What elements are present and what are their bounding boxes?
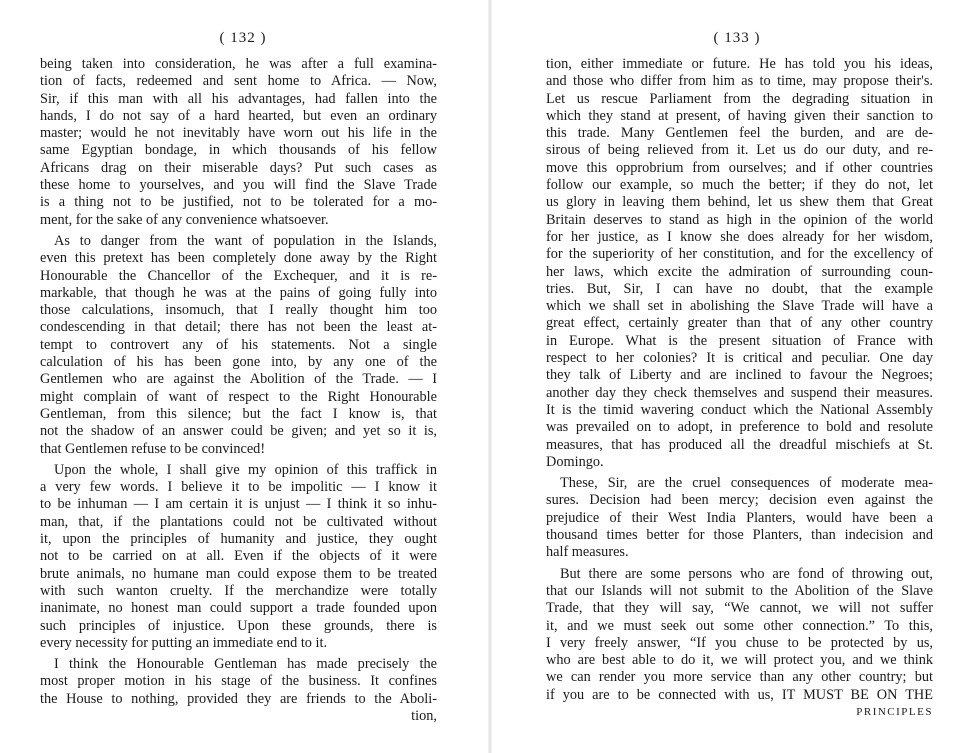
text-line: half measures.	[546, 544, 629, 561]
text-line: respect to her colonies? It is critical and peculiar. One day	[546, 350, 933, 367]
text-line: Trade, that they will say, “We cannot, we will not suffer	[546, 600, 933, 617]
text-line: for the superiority of her constitution, and for the excellency of	[546, 246, 933, 263]
text-line: ment, for the sake of any convenience whatsoever.	[40, 211, 329, 228]
text-line: not the shadow of an answer could be given; and yet so it is,	[40, 423, 437, 440]
text-line: tion of facts, redeemed and sent home to Africa. — Now,	[40, 73, 437, 90]
text-line: they talk of Liberty and are inclined to favour the Negroes;	[546, 367, 933, 384]
page-text	[40, 56, 437, 725]
text-line: it, and we must seek out some other connection.” To this,	[546, 617, 933, 634]
text-line: I very freely answer, “If you chuse to be protected by us,	[546, 634, 933, 651]
text-line: Upon the whole, I shall give my opinion of this traffick in	[54, 461, 437, 478]
text-line: great effect, certainly greater than that of any other country	[546, 315, 933, 332]
text-line: and those who differ from him as to time, may propose their's.	[546, 73, 933, 90]
text-line: in Europe. What is the present situation of France with	[546, 332, 933, 349]
text-line: this trade. Many Gentlemen feel the burden, and are de-	[546, 125, 933, 142]
text-line: tion, either immediate or future. He has told you his ideas,	[546, 56, 933, 72]
text-line: to be inhuman — I am certain it is unjust — I think it so inhu-	[40, 496, 437, 513]
text-line: even this pretext has been completely done away by the Right	[40, 250, 437, 267]
catchword: tion,	[411, 707, 437, 724]
text-line: those calculations, insomuch, that I really thought him too	[40, 302, 437, 319]
text-line: But there are some persons who are fond of throwing out,	[560, 565, 933, 582]
text-line: us glory in leaving them behind, let us shew them that Great	[546, 194, 933, 211]
text-line: Let us rescue Parliament from the degrading situation in	[546, 90, 933, 107]
text-line: most proper motion in his stage of the business. It confines	[40, 673, 437, 690]
text-line: Sir, if this man with all his advantages, had fallen into the	[40, 90, 437, 107]
text-line: hands, I do not say of a hard hearted, but even an ordinary	[40, 107, 437, 124]
text-line: being taken into consideration, he was after a full examina-	[40, 56, 437, 72]
text-line: tries. But, Sir, I can have no doubt, that the example	[546, 280, 933, 297]
text-line: a very few words. I believe it to be impolitic — I know it	[40, 479, 437, 496]
catchword: PRINCIPLES	[856, 705, 933, 718]
text-line: As to danger from the want of population in the Islands,	[54, 232, 437, 249]
text-line: which we shall set in abolishing the Slave Trade will have a	[546, 298, 933, 315]
page-number: ( 132 )	[219, 30, 267, 46]
text-line: another day they check themselves and suspend their measures.	[546, 384, 933, 401]
right-page	[490, 0, 980, 753]
text-line: I think the Honourable Gentleman has made precisely the	[54, 656, 437, 673]
text-line: measures, that has produced all the dreadful mischiefs at St.	[546, 436, 933, 453]
text-line: her laws, which excite the admiration of surrounding coun-	[546, 263, 933, 280]
text-line: Britain deserves to stand as high in the opinion of the world	[546, 211, 933, 228]
text-line: It is the timid wavering conduct which the National Assembly	[546, 401, 933, 418]
text-line: markable, that though he was at the pains of going fully into	[40, 284, 437, 301]
text-line: calculation of his has been gone into, by any one of the	[40, 354, 437, 371]
text-line: Africans drag on their miserable days? Put such cases as	[40, 159, 437, 176]
text-line: might complain of want of respect to the Right Honourable	[40, 388, 437, 405]
text-line: every necessity for putting an immediate end to it.	[40, 634, 328, 651]
text-line: the House to nothing, provided they are friends to the Aboli-	[40, 690, 437, 707]
page-text	[546, 56, 933, 721]
text-line: Gentleman, from this silence; but the fact I know is, that	[40, 405, 437, 422]
text-line: follow our example, so much the better; if they do not, let	[546, 177, 933, 194]
text-line: condescending in that detail; there has not been the least at-	[40, 319, 437, 336]
text-line: same Egyptian bondage, in which thousands of his fellow	[40, 142, 437, 159]
text-line: for her justice, as I know she does already for her wisdom,	[546, 228, 933, 245]
text-line: brute animals, no humane man could expose them to be treated	[40, 565, 437, 582]
text-line: is a thing not to be justified, not to be tolerated for a mo-	[40, 194, 437, 211]
text-line: who are best able to do it, we will protect you, and we think	[546, 652, 933, 669]
text-line: that Gentlemen refuse to be convinced!	[40, 440, 266, 457]
text-line: master; would he not inevitably have worn out his life in the	[40, 125, 437, 142]
text-line: man, that, if the plantations could not be cultivated without	[40, 513, 437, 530]
text-line: not to be carried on at all. Even if the objects of it were	[40, 548, 437, 565]
text-line: these home to yourselves, and you will find the Slave Trade	[40, 177, 437, 194]
text-line: Gentlemen who are against the Abolition of the Trade. — I	[40, 371, 437, 388]
text-line: if you are to be connected with us, IT MUST BE ON THE	[546, 686, 933, 703]
text-line: sures. Decision had been mercy; decision even against the	[546, 492, 933, 509]
text-line: sirous of being relieved from it. Let us do our duty, and re-	[546, 142, 933, 159]
text-line: inanimate, no honest man could support a trade founded upon	[40, 600, 437, 617]
text-line: These, Sir, are the cruel consequences of moderate mea-	[560, 475, 933, 492]
text-line: with such wanton cruelty. If the merchandize were totally	[40, 582, 437, 599]
text-line: was prevailed on to adopt, in preference to bold and resolute	[546, 419, 933, 436]
text-line: that our Islands will not submit to the Abolition of the Slave	[546, 582, 933, 599]
text-line: tempt to controvert any of his statements. Not a single	[40, 336, 437, 353]
text-line: it, upon the principles of humanity and justice, they ought	[40, 531, 437, 548]
page-number: ( 133 )	[713, 30, 761, 46]
text-line: prejudice of their West India Planters, would have been a	[546, 509, 933, 526]
text-line: move this opprobrium from ourselves; and if other countries	[546, 159, 933, 176]
text-line: Honourable the Chancellor of the Exchequer, and it is re-	[40, 267, 437, 284]
text-line: Domingo.	[546, 453, 604, 470]
text-line: thousand times better for those Planters, than indecision and	[546, 527, 933, 544]
text-line: such principles of injustice. Upon these grounds, there is	[40, 617, 437, 634]
text-line: which they stand at present, of having given their sanction to	[546, 107, 933, 124]
text-line: we can render you more service than any other country; but	[546, 669, 933, 686]
